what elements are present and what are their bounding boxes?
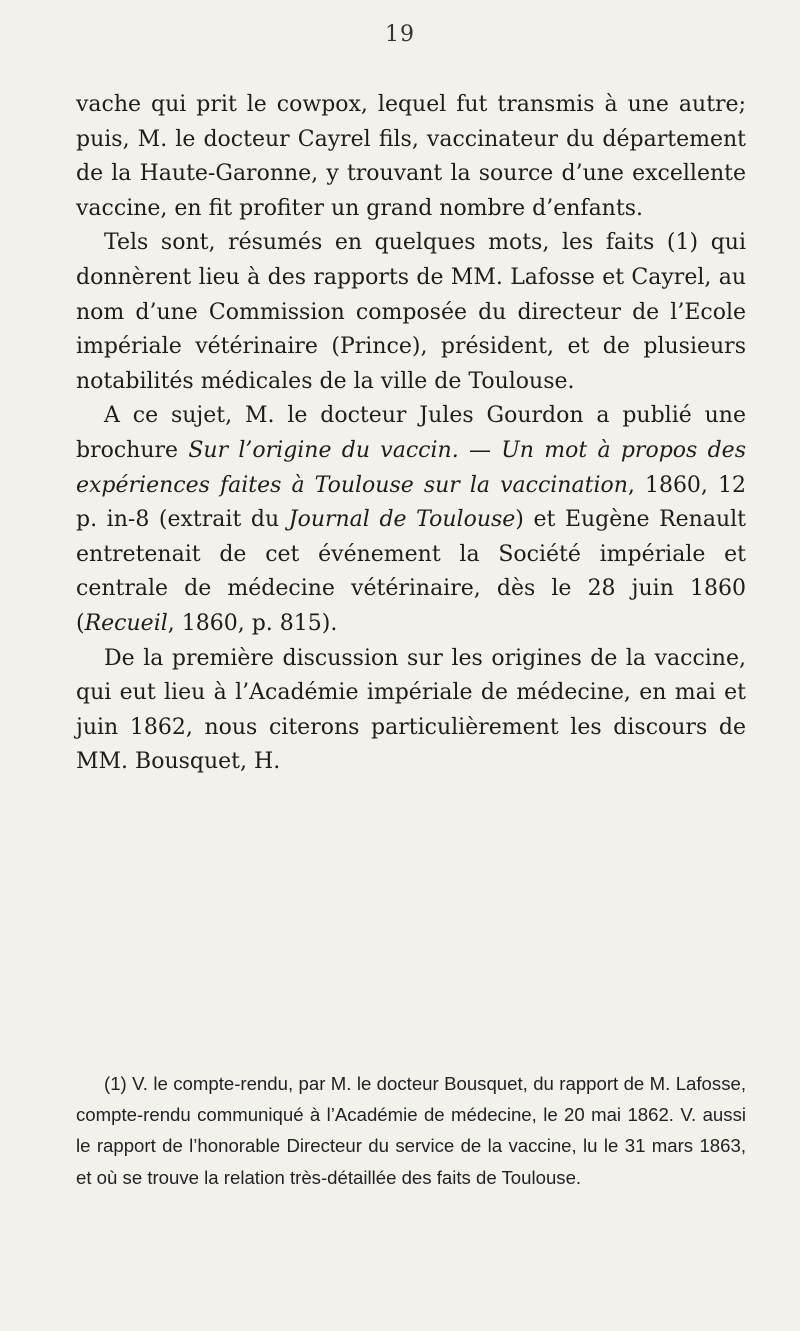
journal-title: Journal de Toulouse [288, 507, 516, 533]
footnote-1: (1) V. le compte-rendu, par M. le docteur Bousquet, du rapport de M. Lafosse, compte-rendu communiqué à l’Académie de médecine, le 20 mai 1862. V. aussi le rapport de l’honorable Directeur du service de la vaccine, lu le 31 mars 1863, et où se trouve la relation très-détaillée des faits de Toulouse. [76, 1073, 746, 1188]
paragraph-4: De la première discussion sur les origines de la vaccine, qui eut lieu à l’Académie impériale de médecine, en mai et juin 1862, nous citerons particulièrement les discours de MM. Bousquet, H. [76, 645, 746, 775]
recueil-title: Recueil [84, 610, 168, 636]
paragraph-1: vache qui prit le cowpox, lequel fut transmis à une autre; puis, M. le docteur Cayrel fils, vaccinateur du département de la Haute-Garonne, y trouvant la source d’une excellente vaccine, en fit profiter un grand nombre d’enfants. [76, 92, 746, 221]
paragraph-3-text: , 1860, p. 815). [167, 610, 338, 636]
main-text [76, 88, 746, 780]
page-number: 19 [385, 22, 415, 47]
paragraph-3 [76, 399, 746, 641]
paragraph-3-text: , 1860, 12 p. in-8 (extrait du [76, 472, 746, 533]
brochure-title: Sur l’origine du vaccin. — Un mot à propos des expériences faites à Toulouse sur la vaccination [76, 437, 746, 498]
paragraph-3-text: A ce sujet, M. le docteur Jules Gourdon a publié une brochure [76, 403, 746, 463]
footnotes [76, 1068, 746, 1193]
paragraph-3-text: ) et Eugène Renault entretenait de cet événement la Société impériale et centrale de médecine vétérinaire, dès le 28 juin 1860 ( [76, 507, 746, 636]
paragraph-2: Tels sont, résumés en quelques mots, les faits (1) qui donnèrent lieu à des rapports de MM. Lafosse et Cayrel, au nom d’une Commission composée du directeur de l’Ecole impériale vétérinaire (Prince), président, et de plusieurs notabilités médicales de la ville de Toulouse. [76, 230, 746, 394]
